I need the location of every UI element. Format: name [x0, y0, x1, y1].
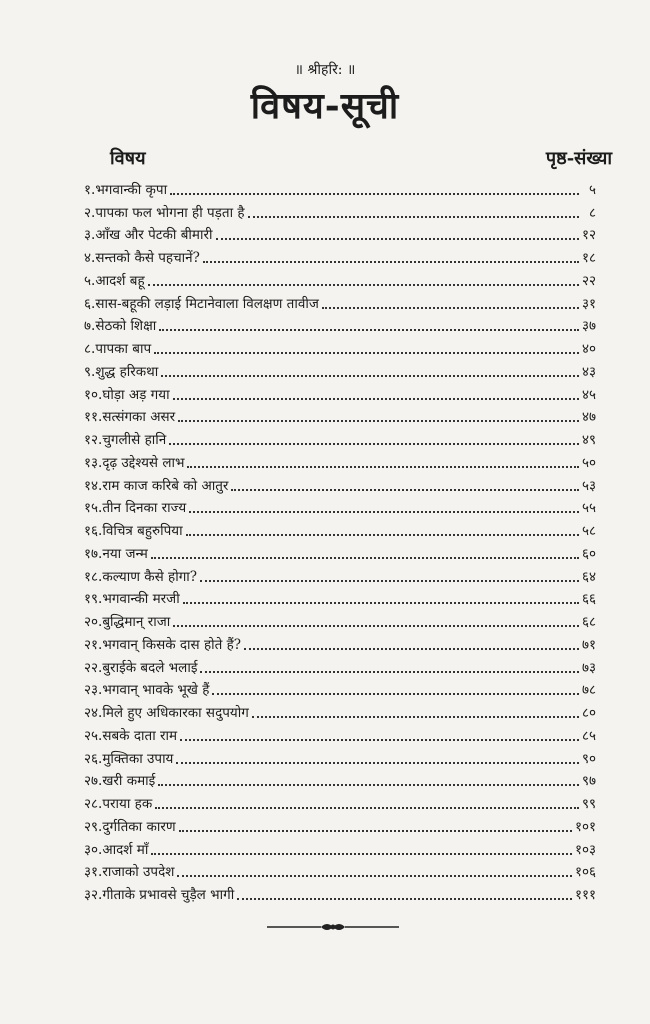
dotted-leader [169, 443, 579, 445]
toc-entry-title: घोड़ा अड़ गया [102, 386, 170, 403]
dotted-leader [177, 875, 571, 877]
toc-entry-number: ४. [84, 250, 96, 266]
toc-entry-number: १४. [84, 477, 103, 494]
toc-entry-title: भगवान्की कृपा [95, 181, 168, 198]
toc-entry-title: बुराईके बदले भलाई [102, 659, 198, 676]
toc-entry [84, 540, 596, 563]
dotted-leader [151, 557, 579, 559]
toc-entry-title: शुद्ध हरिकथा [95, 363, 159, 380]
toc-entry-number: २५. [84, 727, 103, 744]
toc-entry-number: २१. [84, 636, 103, 653]
table-of-contents [84, 176, 596, 904]
toc-entry-title: भगवान्की मरजी [102, 591, 180, 608]
toc-entry [84, 836, 596, 859]
dotted-leader [178, 420, 579, 422]
page-number-column-header: पृष्ठ-संख्या [545, 148, 612, 169]
toc-entry-number: २९. [84, 818, 103, 835]
toc-entry [84, 426, 596, 449]
dotted-leader [159, 329, 579, 331]
toc-entry-number: १९. [84, 591, 103, 608]
toc-entry-page: ७८ [581, 682, 596, 699]
toc-entry-title: सन्तको कैसे पहचानें? [95, 250, 200, 266]
toc-entry-number: ७. [84, 318, 96, 335]
toc-entry-number: १०. [84, 386, 103, 403]
toc-entry-number: ३१. [84, 864, 103, 881]
toc-entry-number: १३. [84, 454, 103, 471]
toc-entry-page: ९७ [581, 773, 596, 790]
toc-entry-page: ५० [581, 454, 596, 471]
toc-entry-page: ३१ [581, 295, 596, 312]
toc-entry [84, 267, 596, 290]
toc-entry-title: पापका फल भोगना ही पड़ता है [95, 204, 245, 221]
toc-entry [84, 472, 596, 495]
toc-entry-page: ४७ [581, 409, 596, 426]
toc-entry [84, 699, 596, 722]
toc-entry-number: २८. [84, 796, 103, 812]
toc-entry-page: ४३ [581, 363, 596, 380]
toc-entry-number: ३०. [84, 841, 103, 858]
toc-entry-title: पराया हक [102, 796, 153, 812]
toc-entry-page: ८५ [581, 727, 596, 744]
toc-entry-page: ८ [588, 204, 596, 221]
toc-entry-number: १८. [84, 568, 103, 585]
toc-entry-number: ९. [84, 363, 96, 380]
toc-entry-number: २६. [84, 750, 103, 767]
toc-entry [84, 244, 596, 267]
dotted-leader [154, 352, 579, 354]
toc-entry-number: ८. [84, 341, 96, 357]
toc-entry [84, 199, 596, 222]
toc-entry-page: ५३ [581, 477, 596, 494]
toc-entry-page: १०१ [574, 818, 596, 835]
toc-entry-page: ९० [581, 750, 596, 767]
toc-entry-page: ६६ [581, 591, 596, 608]
dotted-leader [187, 466, 578, 468]
toc-entry-number: २७. [84, 773, 103, 790]
toc-entry [84, 608, 596, 631]
toc-entry-page: ९९ [581, 796, 596, 812]
toc-entry-number: १. [84, 181, 96, 198]
toc-entry-page: १०६ [574, 864, 596, 881]
toc-entry-title: सास-बहूकी लड़ाई मिटानेवाला विलक्षण तावीज [95, 295, 319, 312]
toc-entry-number: ११. [84, 409, 103, 426]
toc-entry [84, 631, 596, 654]
toc-entry-page: ४९ [581, 432, 596, 448]
dotted-leader [158, 784, 579, 786]
toc-entry-title: मिले हुए अधिकारका सदुपयोग [102, 705, 249, 721]
toc-entry-title: बुद्धिमान् राजा [102, 614, 171, 630]
toc-entry-page: ४५ [581, 386, 596, 403]
toc-entry-title: तीन दिनका राज्य [102, 500, 187, 517]
dotted-leader [237, 898, 572, 900]
toc-entry-page: १२ [581, 227, 596, 244]
toc-entry-page: ४० [581, 341, 596, 357]
toc-entry-title: सत्संगका असर [102, 409, 176, 426]
toc-entry [84, 176, 596, 199]
dotted-leader [186, 534, 579, 536]
toc-entry-number: ३२. [84, 887, 103, 903]
dotted-leader [180, 739, 579, 741]
dotted-leader [244, 648, 579, 650]
page-title: विषय-सूची [250, 85, 400, 127]
toc-entry-title: पापका बाप [95, 341, 152, 357]
invocation-text: ॥ श्रीहरि: ॥ [294, 62, 356, 78]
toc-entry [84, 677, 596, 700]
dotted-leader [161, 375, 579, 377]
toc-entry-title: सबके दाता राम [102, 727, 178, 744]
toc-entry [84, 517, 596, 540]
dotted-leader [189, 511, 579, 513]
toc-entry-page: ५८ [581, 523, 596, 539]
toc-entry [84, 358, 596, 381]
dotted-leader [212, 693, 579, 695]
toc-entry-title: खरी कमाई [102, 773, 156, 790]
toc-entry-title: आँख और पेटकी बीमारी [95, 227, 213, 244]
toc-entry-page: ६० [581, 545, 596, 562]
toc-entry-title: राम काज करिबे को आतुर [102, 477, 229, 494]
toc-entry [84, 335, 596, 358]
toc-entry [84, 290, 596, 313]
toc-entry [84, 586, 596, 609]
dotted-leader [170, 193, 579, 195]
dotted-leader [252, 716, 579, 718]
toc-entry [84, 404, 596, 427]
toc-entry [84, 381, 596, 404]
dotted-leader [173, 625, 579, 627]
toc-entry-title: चुगलीसे हानि [102, 432, 167, 448]
toc-entry-number: १६. [84, 523, 103, 539]
toc-entry-title: भगवान् किसके दास होते हैं? [102, 636, 242, 653]
toc-entry-number: २३. [84, 682, 103, 699]
toc-entry-number: १५. [84, 500, 103, 517]
toc-entry-title: आदर्श बहू [95, 272, 145, 289]
subject-column-header: विषय [110, 148, 146, 169]
toc-entry-number: २०. [84, 614, 103, 630]
ornamental-divider-icon [265, 917, 401, 937]
toc-entry-number: ३. [84, 227, 96, 244]
toc-entry-title: विचित्र बहुरुपिया [102, 523, 183, 539]
toc-entry-title: दुर्गतिका कारण [102, 818, 176, 835]
toc-entry [84, 313, 596, 336]
toc-entry-number: २४. [84, 705, 103, 721]
toc-entry-page: २२ [581, 272, 596, 289]
toc-entry-title: कल्याण कैसे होगा? [102, 568, 198, 585]
toc-entry-number: १७. [84, 545, 103, 562]
toc-entry [84, 654, 596, 677]
dotted-leader [322, 307, 579, 309]
toc-entry [84, 722, 596, 745]
toc-entry [84, 449, 596, 472]
dotted-leader [148, 284, 579, 286]
toc-entry-page: ७३ [581, 659, 596, 676]
toc-entry [84, 768, 596, 791]
toc-entry-page: १८ [581, 250, 596, 266]
dotted-leader [155, 807, 579, 809]
toc-entry-page: ७१ [581, 636, 596, 653]
dotted-leader [200, 671, 579, 673]
toc-entry-title: राजाको उपदेश [102, 864, 175, 881]
dotted-leader [203, 261, 579, 263]
toc-entry-page: ५ [588, 181, 596, 198]
toc-entry-number: २२. [84, 659, 103, 676]
toc-entry [84, 881, 596, 904]
toc-entry-page: १११ [574, 887, 596, 903]
dotted-leader [231, 489, 578, 491]
toc-entry-page: ३७ [581, 318, 596, 335]
toc-entry-number: २. [84, 204, 96, 221]
toc-entry-page: ५५ [581, 500, 596, 517]
dotted-leader [216, 238, 579, 240]
dotted-leader [248, 216, 579, 218]
dotted-leader [173, 398, 579, 400]
toc-entry-number: ५. [84, 272, 96, 289]
toc-entry [84, 790, 596, 813]
dotted-leader [183, 602, 579, 604]
toc-entry-page: ८० [581, 705, 596, 721]
toc-entry-page: ६८ [581, 614, 596, 630]
toc-entry-page: ६४ [581, 568, 596, 585]
toc-entry-title: आदर्श माँ [102, 841, 149, 858]
dotted-leader [176, 762, 579, 764]
toc-entry-number: १२. [84, 432, 103, 448]
toc-entry [84, 563, 596, 586]
toc-entry-title: नया जन्म [102, 545, 148, 562]
toc-entry-title: मुक्तिका उपाय [102, 750, 174, 767]
toc-entry [84, 222, 596, 245]
dotted-leader [200, 580, 579, 582]
toc-entry [84, 745, 596, 768]
toc-entry [84, 859, 596, 882]
toc-entry-title: दृढ़ उद्देश्यसे लाभ [102, 454, 185, 471]
toc-entry-number: ६. [84, 295, 96, 312]
toc-entry-title: सेठको शिक्षा [95, 318, 157, 335]
toc-entry [84, 813, 596, 836]
toc-entry-title: गीताके प्रभावसे चुड़ैल भागी [102, 887, 235, 903]
toc-entry-title: भगवान् भावके भूखे हैं [102, 682, 210, 699]
toc-entry-page: १०३ [574, 841, 596, 858]
dotted-leader [179, 830, 572, 832]
dotted-leader [151, 853, 572, 855]
toc-entry [84, 495, 596, 518]
